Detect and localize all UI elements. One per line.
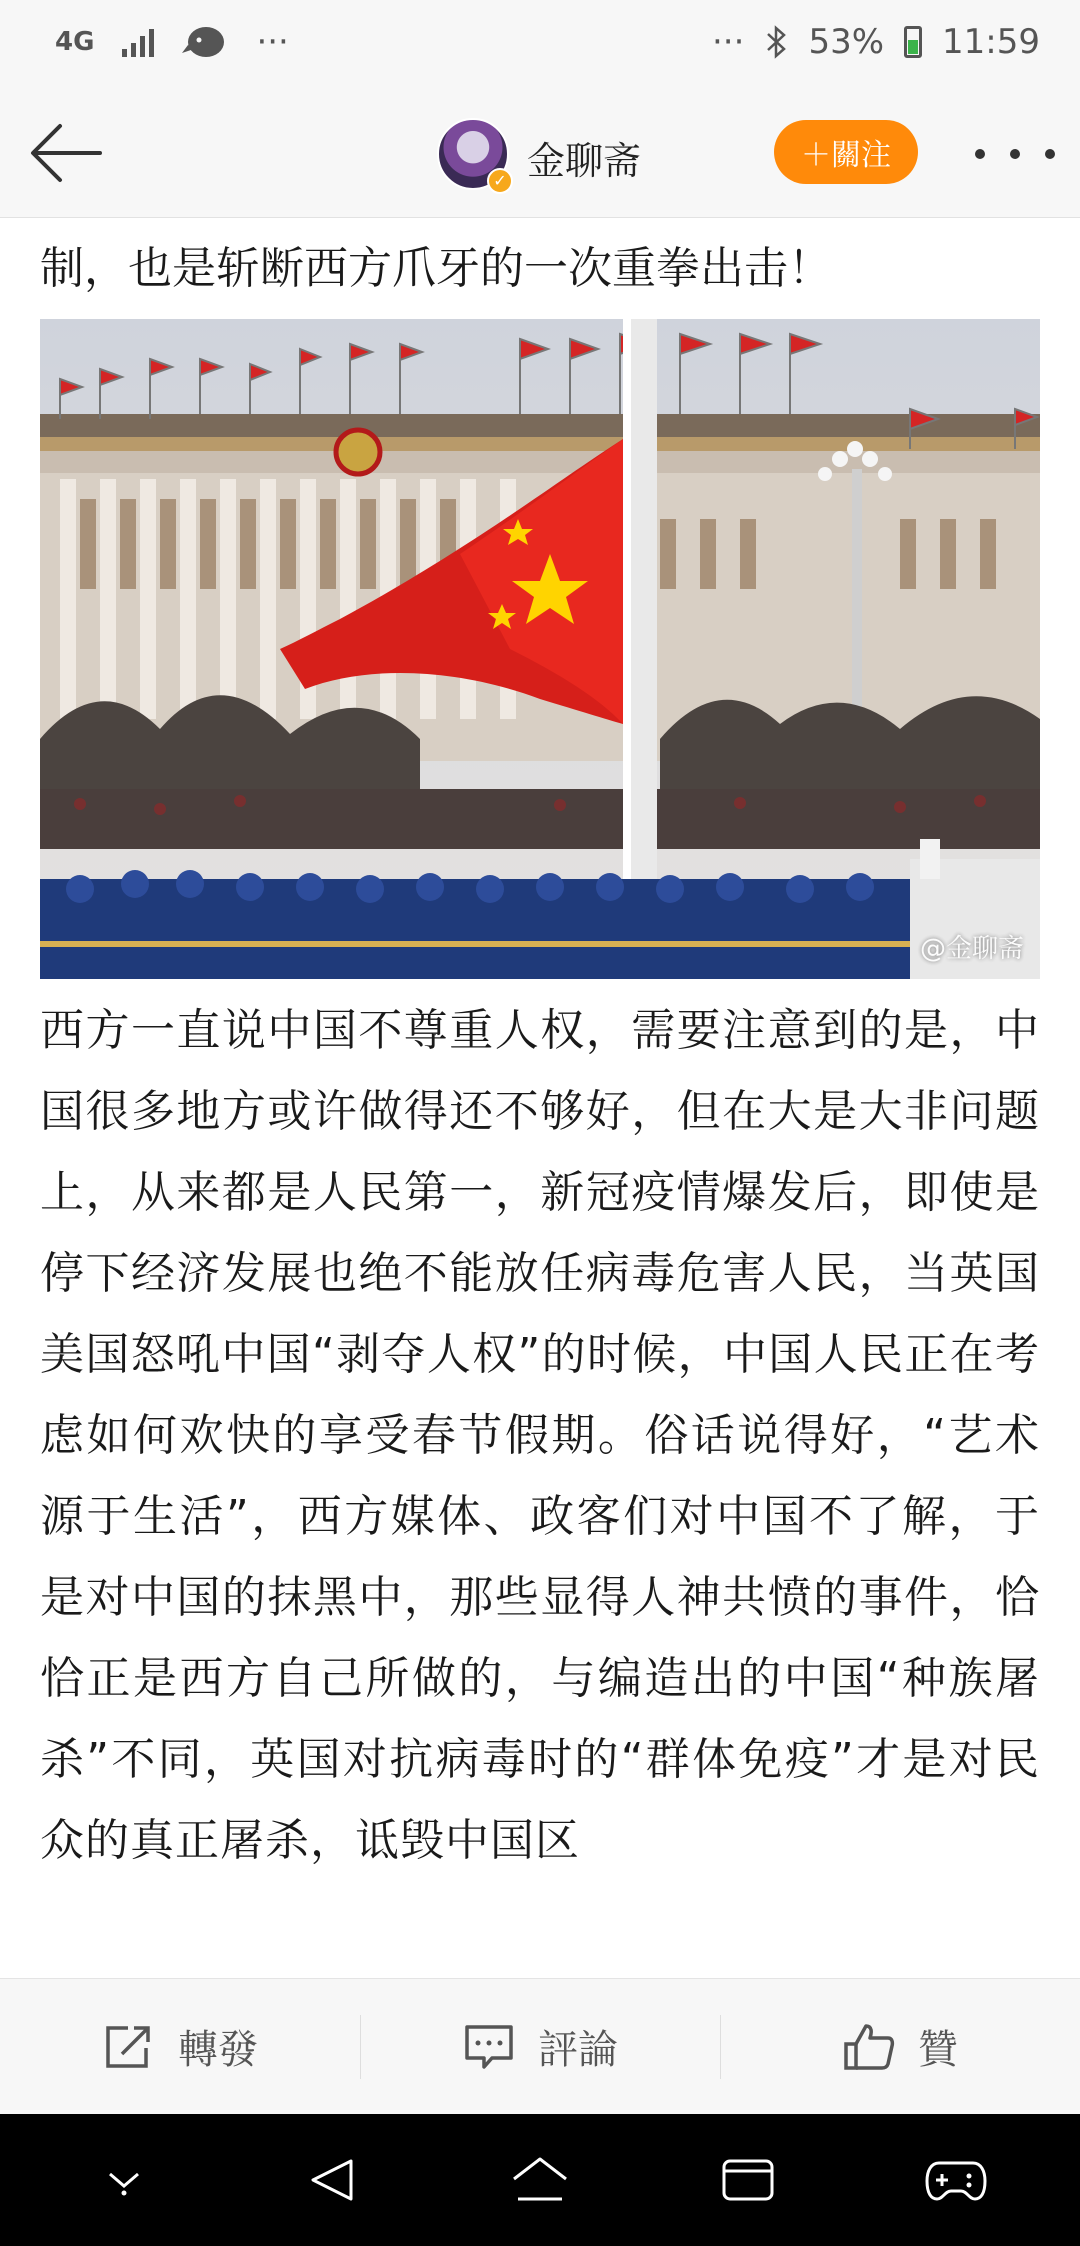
more-dots-icon[interactable] — [975, 134, 1055, 174]
battery-icon — [904, 26, 922, 58]
collapse-chevron-icon[interactable] — [69, 2125, 179, 2235]
clock: 11:59 — [942, 22, 1040, 62]
follow-button[interactable]: ＋關注 — [774, 120, 918, 184]
repost-button[interactable] — [0, 1979, 360, 2114]
comment-icon — [462, 2022, 516, 2072]
recents-icon[interactable] — [693, 2125, 803, 2235]
status-overflow-right: ··· — [712, 22, 745, 62]
article-photo[interactable] — [40, 319, 1040, 979]
verified-badge-icon: ✓ — [487, 168, 513, 194]
article-paragraph: 西方一直说中国不尊重人权，需要注意到的是，中国很多地方或许做得还不够好，但在大是大非问题上，从来都是人民第一，新冠疫情爆发后，即使是停下经济发展也绝不能放任病毒危害人民，当英国美国怒吼中国“剥夺人权”的时候，中国人民正在考虑如何欢快的享受春节假期。俗话说得好，“艺术源于生活”，西方媒体、政客们对中国不了解，于是对中国的抹黑中，那些显得人神共愤的事件，恰恰正是西方自己所做的，与编造出的中国“种族屠杀”不同，英国对抗病毒时的“群体免疫”才是对民众的真正屠杀，诋毁中国区 — [40, 1005, 1040, 1866]
repost-label: 轉發 — [178, 2027, 258, 2073]
flag-raising-photo — [40, 319, 1040, 979]
article-content — [0, 218, 1080, 1978]
photo-watermark: @金聊斋 — [919, 934, 1024, 964]
post-header — [0, 90, 1080, 218]
back-button[interactable] — [28, 120, 104, 186]
back-arrow-icon — [28, 120, 104, 186]
status-bar — [0, 0, 1080, 90]
signal-icon — [122, 27, 154, 57]
bluetooth-icon — [764, 24, 788, 60]
share-icon — [102, 2022, 156, 2072]
author-name[interactable]: 金聊斋 — [527, 139, 642, 183]
status-overflow-left: ··· — [256, 22, 289, 62]
battery-percent: 53% — [808, 22, 885, 62]
comment-button[interactable] — [360, 1979, 720, 2114]
comment-label: 評論 — [538, 2027, 618, 2073]
back-triangle-icon[interactable] — [277, 2125, 387, 2235]
game-controller-icon[interactable] — [901, 2125, 1011, 2235]
home-icon[interactable] — [485, 2125, 595, 2235]
action-bar — [0, 1978, 1080, 2114]
article-paragraph: 制，也是斩断西方爪牙的一次重拳出击！ — [40, 243, 832, 294]
like-button[interactable] — [720, 1979, 1080, 2114]
like-label: 贊 — [918, 2027, 958, 2073]
network-type: 4G — [55, 27, 95, 57]
system-nav-bar — [0, 2114, 1080, 2246]
chat-notification-icon — [182, 23, 228, 61]
thumbs-up-icon — [842, 2022, 896, 2072]
